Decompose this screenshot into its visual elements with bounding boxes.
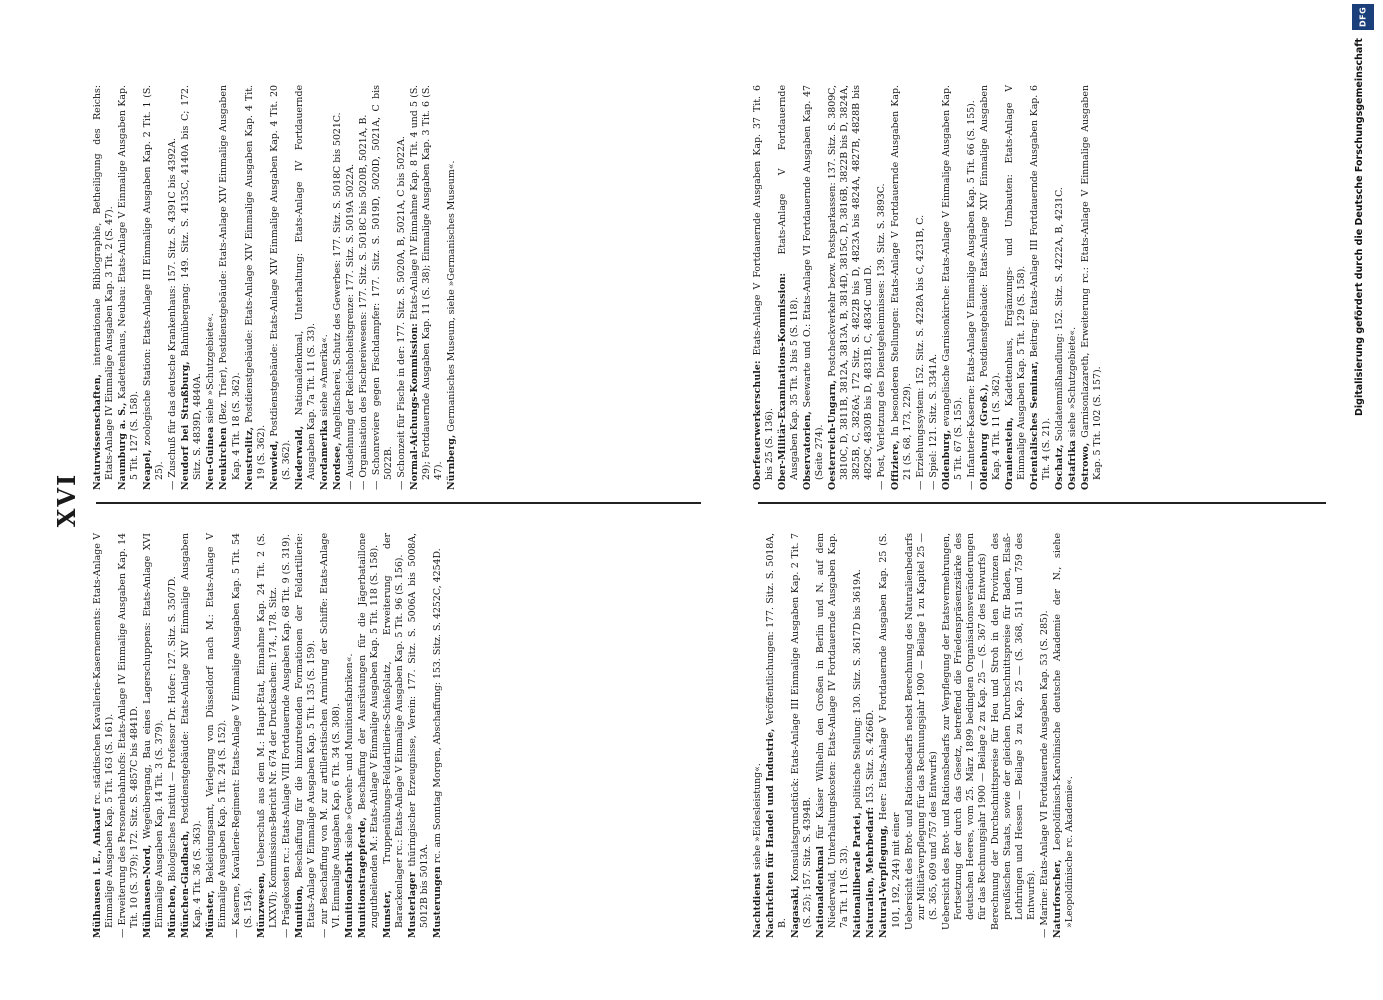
index-entry xyxy=(1052,533,1076,938)
entry-text: — Marine: Etats-Anlage VI Fortdauernde Ausgaben Kap. 53 (S. 285). xyxy=(1039,610,1051,938)
entry-heading: Musterungen xyxy=(432,866,444,938)
entry-heading: München, xyxy=(167,884,179,938)
entry-text: rc. am Sonntag Morgen, Abschaffung: 153. Sitz. S. 4252C, 4254D. xyxy=(432,548,444,864)
entry-heading: Nationaldenkmal xyxy=(815,845,827,938)
entry-heading: Munitionsfabrik xyxy=(343,851,355,938)
dfg-logo: DFG xyxy=(1352,4,1374,30)
entry-text: — Post, Verletzung des Dienstgeheimnisses: 139. Sitz. S. 3893C. xyxy=(876,183,888,490)
entry-text: In besonderen Stellungen: Etats-Anlage V Fortdauernde Ausgaben Kap. 21 (S. 68, 173, 229). xyxy=(889,84,913,480)
entry-text: Etats-Anlage V Fortdauernde Ausgaben Kap. 35 Tit. 3 bis 5 (S. 118). xyxy=(777,85,801,480)
entry-text: — Zuschuß für das deutsche Krankenhaus: 157. Sitz. S. 4391C bis 4392A. xyxy=(167,137,179,490)
index-entry xyxy=(1039,533,1051,938)
index-entry xyxy=(231,533,255,938)
column-top-left xyxy=(92,533,445,938)
entry-text: Soldatenmißhandlung: 152. Sitz. S. 4222A, B, 4231C. xyxy=(1054,187,1066,442)
index-entry xyxy=(852,533,864,938)
entry-heading: Orientalisches Seminar, xyxy=(1029,361,1041,490)
entry-text: Kadettenhaus, Ergänzungs- und Umbauten: Etats-Anlage V Einmalige Ausgaben Kap. 5 Tit. 129 (S. 158). xyxy=(1003,85,1027,480)
entry-text: — Infanterie-Kaserne: Etats-Anlage V Einmalige Ausgaben Kap. 5 Tit. 66 (S. 155). xyxy=(965,100,977,490)
index-entry xyxy=(752,533,764,938)
entry-text: — Schonzeit für Fische in der: 177. Sitz. S. 5020A, B, 5021A, C bis 5022A. xyxy=(396,136,408,490)
index-entry xyxy=(752,85,776,490)
entry-heading: Musterlager xyxy=(407,872,419,938)
index-entry xyxy=(1080,85,1104,490)
entry-heading: Naturalien, Mehrbedarf: xyxy=(865,806,877,938)
index-entry xyxy=(142,85,166,490)
entry-heading: Munitionstragepferde, xyxy=(356,816,368,938)
entry-heading: Naturforscher, xyxy=(1052,859,1064,938)
entry-text: Uebersicht des Brot- und Rationsbedarfs zur Verpflegung der Etatsvermehrungen, Fortsetzung der durch das Gesetz, betreffend die Friedenspräsenzstärke des deutschen Heeres, vom 25. März 1899 bedingten Organisationsveränderungen für das Rechnungsjahr 1900 — Beilage 2 zu Kap. 25 — (S. 367 des Entwurfs) xyxy=(940,533,988,930)
entry-text: politische Stellung: 130. Sitz. S. 3617D bis 3619A. xyxy=(852,569,864,809)
index-entry xyxy=(979,85,1003,490)
entry-text: — Erweiterung des Personenbahnhofs: Etats-Anlage IV Einmalige Ausgaben Kap. 14 Tit. 10 (S. 379); 172. Sitz. S. 4857C bis 4841D. xyxy=(117,533,141,938)
entry-text: Kadettenhaus, Neubau: Etats-Anlage V Einmalige Ausgaben Kap. 5 Tit. 127 (S. 158). xyxy=(117,84,141,480)
index-entry xyxy=(990,533,1038,938)
entry-heading: Naturwissenschaften, xyxy=(92,374,103,490)
entry-text: Leopoldinisch-Karolinische deutsche Akademie der N., siehe »Leopoldinische rc. Akademie«. xyxy=(1052,532,1076,928)
index-entry xyxy=(966,85,978,490)
entry-text: Postdienstgebäude: Etats-Anlage XIV Einmalige Ausgaben Kap. 4 Tit. 36 (S. 363). xyxy=(180,533,204,928)
entry-heading: Nordamerika xyxy=(318,419,330,490)
index-entry xyxy=(218,85,242,490)
index-entry xyxy=(256,533,280,938)
entry-text: Garnisonlazareth, Erweiterung rc.: Etats-Anlage V Einmalige Ausgaben Kap. 5 Tit. 102 (S. 157). xyxy=(1080,84,1104,480)
index-entry xyxy=(332,85,344,490)
entry-heading: Oschatz, xyxy=(1054,444,1066,490)
entry-text: — Organisation des Fischereiwesens: 177. Sitz. S. 5018C bis 5020B, 5021A, B. xyxy=(357,114,369,490)
entry-text: Veröffentlichungen: 177. Sitz. S. 5018A, B. xyxy=(765,533,789,928)
entry-text: Beitrag: Etats-Anlage III Fortdauernde Ausgaben Kap. 6 Tit. 4 (S. 21). xyxy=(1029,85,1053,480)
index-entry xyxy=(432,533,444,938)
index-entry xyxy=(890,85,914,490)
index-entry xyxy=(205,85,217,490)
index-entry xyxy=(790,533,814,938)
entry-text: Seewarte und O.: Etats-Anlage VI Fortdauernde Ausgaben Kap. 47 (Seite 274). xyxy=(802,84,826,480)
entry-heading: Münster, xyxy=(205,890,217,938)
entry-heading: Ostafrika xyxy=(1067,440,1079,490)
entry-text: Nationaldenkmal, Unterhaltung: Etats-Anlage IV Fortdauernde Ausgaben Kap. 7a Tit. 11 (S. 33). xyxy=(293,85,317,480)
entry-text: Germanisches Museum, siehe »Germanisches Museum«. xyxy=(446,160,458,432)
index-entry xyxy=(269,85,293,490)
index-entry xyxy=(294,533,318,938)
index-entry xyxy=(1067,85,1079,490)
entry-heading: Oldenburg, xyxy=(940,429,952,490)
entry-heading: Ostrowo, xyxy=(1080,442,1092,490)
entry-text: Berechnung der Durchschnittspreise für Heu und Stroh in den Provinzen des preußischen Staats, sowie der gleichen Durchschnittspreise für Baden, Elsaß-Lothringen und Hessen — Beilage 3 zu Kap. 25 — (S. 368, 511 und 759 des Entwurfs). xyxy=(989,533,1038,930)
index-entry xyxy=(802,85,826,490)
index-entry xyxy=(319,533,343,938)
entry-heading: Neuwied, xyxy=(268,440,280,490)
entry-text: Wegeübergang, Bau eines Lagerschuppens: Etats-Anlage XVI Einmalige Ausgaben Kap. 14 Tit. 3 (S. 379). xyxy=(142,533,166,928)
entry-text: — Erziehungssystem: 152. Sitz. S. 4228A bis C, 4231B, C. xyxy=(914,214,926,490)
entry-heading: Oesterreich-Ungarn, xyxy=(827,379,839,490)
entry-text: Biologisches Institut — Professor Dr. Hofer: 127. Sitz. S. 3507D. xyxy=(167,576,179,882)
index-entry xyxy=(142,533,166,938)
entry-heading: Münzwesen, xyxy=(255,872,267,938)
entry-heading: Oberfeuerwerkerschule: xyxy=(752,360,763,490)
entry-text: — Prägekosten rc.: Etats-Anlage VIII Fortdauernde Ausgaben Kap. 68 Tit. 9 (S. 319). xyxy=(280,534,292,938)
entry-text: Bekleidungsamt, Verlegung von Düsseldorf nach M.: Etats-Anlage V Einmalige Ausgaben Kap. 5 Tit. 24 (S. 152). xyxy=(205,533,229,928)
entry-heading: Mülhausen i. E., Ankauf xyxy=(92,807,103,938)
entry-text: Truppenübungs-Feldartillerie-Schießplatz, Erweiterung der Barackenlager rc.: Etats-Anlage V Einmalige Ausgaben Kap. 5 Tit. 96 (S. 156). xyxy=(382,533,406,928)
entry-heading: Offiziere, xyxy=(889,440,901,490)
entry-text: siehe »Schutzgebiete«. xyxy=(1067,326,1079,438)
index-entry xyxy=(345,85,357,490)
entry-heading: Normal-Aichungs-Kommission: xyxy=(409,323,421,490)
entry-text: Postdienstgebäude: Etats-Anlage XIV Einmalige Ausgaben Kap. 4 Tit. 20 (S. 362). xyxy=(268,85,292,480)
entry-text: Beschaffung der Ausrüstungen für die Jägerbataillone zugutheilenden M.: Etats-Anlage V Einmalige Ausgaben Kap. 5 Tit. 118 (S. 158). xyxy=(356,532,381,928)
entry-heading: Neudorf bei Straßburg, xyxy=(180,361,192,490)
entry-heading: Nachrichten für Handel und Industrie, xyxy=(765,728,777,938)
entry-text: zoologische Station: Etats-Anlage III Einmalige Ausgaben Kap. 2 Tit. 1 (S. 25). xyxy=(142,84,166,480)
index-entry xyxy=(281,533,293,938)
page-number: XVI xyxy=(52,472,81,528)
entry-heading: München-Gladbach, xyxy=(180,830,192,938)
index-entry xyxy=(180,85,204,490)
entry-heading: Munition, xyxy=(293,885,305,938)
index-entry xyxy=(319,85,331,490)
index-entry xyxy=(904,533,940,938)
entry-heading: Nachtdienst xyxy=(752,872,763,938)
entry-text: siehe »Gewehr- und Munitionsfabriken«. xyxy=(343,653,355,849)
index-entry xyxy=(358,85,370,490)
entry-text: — Kaserne, Kavallerie-Regiment: Etats-Anlage V Einmalige Ausgaben Kap. 5 Tit. 54 (S. 154). xyxy=(230,533,254,938)
entry-text: Postcheckverkehr bezw. Postsparkassen: 137. Sitz. S. 3809C, 3810C, D, 3811B, 3812A, 3813A, B, 3814D, 3815C, D, 3816B, 3822B bis D, 3824A, 3825B, C, 3826A; 172 Sitz. S. 4822B bis D, 4823A bis 4824A, 4827B, 4828B bis 4829C, 4830B bis D, 4831B, C, 4834C und D. xyxy=(827,85,875,480)
entry-heading: Naumburg a. S., xyxy=(117,402,129,490)
index-entry xyxy=(167,533,179,938)
entry-text: 153. Sitz. S. 4266D. xyxy=(865,709,877,804)
index-entry xyxy=(180,533,204,938)
entry-text: (Bez. Trier), Postdienstgebäude: Etats-Anlage XIV Einmalige Ausgaben Kap. 4 Tit. 18 (S. 362). xyxy=(218,85,242,480)
entry-heading: Ober-Militär-Examinations-Kommission: xyxy=(777,272,789,490)
index-entry xyxy=(446,85,458,490)
index-entry xyxy=(815,533,851,938)
entry-text: Postdienstgebäude: Etats-Anlage XIV Einmalige Ausgaben Kap. 4 Tit. 19 (S. 362). xyxy=(243,84,267,480)
entry-text: für Kaiser Wilhelm den Großen in Berlin und N. auf dem Niederwald, Unterhaltungskosten: Etats-Anlage IV Fortdauernde Ausgaben Kap. 7a Tit. 11 (S. 33). xyxy=(815,533,851,928)
index-entry xyxy=(244,85,268,490)
index-entry xyxy=(941,85,965,490)
entry-heading: Nationalliberale Partei, xyxy=(852,811,864,938)
index-entry xyxy=(396,85,408,490)
digitization-credit: Digitalisierung gefördert durch die Deutsche Forschungsgemeinschaft xyxy=(1354,38,1365,416)
index-entry xyxy=(409,85,445,490)
entry-heading: Munster, xyxy=(382,890,394,938)
index-entry xyxy=(765,533,789,938)
index-entry xyxy=(876,85,888,490)
entry-heading: Neukirchen xyxy=(218,427,230,490)
index-entry xyxy=(344,533,356,938)
entry-text: rc. städtischen Kavallerie-Kasernements: Etats-Anlage V Einmalige Ausgaben Kap. 5 Tit. 163 (S. 161). xyxy=(92,533,116,928)
column-top-right xyxy=(92,85,459,490)
entry-text: Bahnübergang: 149. Sitz. S. 4135C, 4140A bis C; 172. Sitz. S. 4839D, 4840A. xyxy=(180,85,204,480)
index-entry xyxy=(357,533,381,938)
entry-text: Postdienstgebäude: Etats-Anlage XIV Einmalige Ausgaben Kap. 4 Tit. 11 (S. 362). xyxy=(978,84,1002,480)
entry-text: Ueberschuß aus dem M.: Haupt-Etat, Einnahme Kap. 24 Tit. 2 (S. LXXVI); Kommissions-Bericht Nr. 674 der Drucksachen: 174., 178. Sitz. xyxy=(255,533,279,928)
index-entry xyxy=(941,533,989,938)
entry-text: Beschaffung für die hinzutretenden Formationen der Feldartillerie: Etats-Anlage V Einmalige Ausgaben Kap. 5 Tit. 135 (S. 159). xyxy=(293,532,317,928)
entry-heading: Oranienstein, xyxy=(1003,417,1015,490)
index-entry xyxy=(865,533,877,938)
column-bottom-left xyxy=(752,533,1077,938)
entry-heading: Natural-Verpflegung, xyxy=(878,824,890,938)
entry-heading: Observatorien, xyxy=(802,411,814,490)
index-entry xyxy=(205,533,229,938)
index-entry xyxy=(1004,85,1028,490)
column-bottom-right xyxy=(752,85,1105,490)
index-entry xyxy=(827,85,875,490)
index-entry xyxy=(878,533,902,938)
index-entry xyxy=(371,85,395,490)
index-entry xyxy=(928,85,940,490)
index-entry xyxy=(92,85,116,490)
entry-text: Konsulatsgrundstück: Etats-Anlage III Einmalige Ausgaben Kap. 2 Tit. 7 (S. 25); 157. Sitz. S. 4394B. xyxy=(790,532,814,928)
entry-heading: Nagasaki, xyxy=(790,885,802,938)
entry-text: Uebersicht des Brot- und Rationsbedarfs nebst Berechnung des Naturalienbedarfs zur Militärverpflegung für das Rechnungsjahr 1900 — Beilage 1 zu Kapitel 25 — (S. 365, 609 und 757 des Entwurfs) xyxy=(903,533,939,930)
entry-text: siehe »Eidesleistung«. xyxy=(752,763,763,870)
entry-heading: Nordsee, xyxy=(331,442,343,490)
entry-text: thüringischer Erzeugnisse, Verein: 177. Sitz. S. 5006A bis 5008A, 5012B bis 5013A. xyxy=(407,532,431,928)
digitization-sidebar xyxy=(1352,4,1376,996)
entry-text: siehe »Schutzgebiete«. xyxy=(205,313,217,424)
entry-heading: Oldenburg (Groß.), xyxy=(978,383,990,490)
column-divider-bottom xyxy=(758,503,1326,505)
index-entry xyxy=(92,533,116,938)
entry-text: Angelfischerei, Schutz des Gewerbes: 177. Sitz. S. 5018C bis 5021C. xyxy=(331,112,343,440)
entry-text: evangelische Garnisonkirche: Etats-Anlage V Einmalige Ausgaben Kap. 5 Tit. 67 (S. 155). xyxy=(940,85,964,480)
entry-text: — zur Beschaffung von M. zur artilleristischen Armirung der Schiffe: Etats-Anlage VI. Einmalige Ausgaben Kap. 6 Tit. 34 (S. 308). xyxy=(318,533,342,938)
entry-heading: Mülhausen-Nord, xyxy=(142,844,154,938)
entry-heading: Nürnberg, xyxy=(446,434,458,490)
entry-heading: Neustrelitz, xyxy=(243,426,255,490)
entry-heading: Niederwald, xyxy=(293,425,305,490)
index-entry xyxy=(117,533,141,938)
entry-text: Etats-Anlage V Fortdauernde Ausgaben Kap. 37 Tit. 6 bis 25 (S. 136). xyxy=(752,84,776,480)
column-divider-top xyxy=(96,503,701,505)
entry-text: Heer: Etats-Anlage V Fortdauernde Ausgaben Kap. 25 (S. 101, 192, 244) mit einer xyxy=(878,533,902,928)
index-entry xyxy=(294,85,318,490)
entry-text: — Ausdehnung der Reichshoheitsgrenze: 177. Sitz. S. 5019A 5022A. xyxy=(344,163,356,490)
entry-heading: Neu-Guinea xyxy=(205,426,217,490)
entry-text: Etats-Anlage IV Einnahme Kap. 8 Tit. 4 und 5 (S. 29); Fortdauernde Ausgaben Kap. 11 (S. 38); Einmalige Ausgaben Kap. 3 Tit. 6 (S. 47). xyxy=(409,85,445,480)
entry-text: siehe »Amerika«. xyxy=(318,334,330,417)
entry-text: — Spiel: 121. Sitz. S. 3341A. xyxy=(927,353,939,490)
index-entry xyxy=(915,85,927,490)
index-entry xyxy=(1029,85,1053,490)
entry-text: internationale Bibliographie, Betheiligung des Reichs: Etats-Anlage IV Einmalige Ausgaben Kap. 3 Tit. 2 (S. 47). xyxy=(92,85,116,480)
index-entry xyxy=(407,533,431,938)
entry-heading: Neapel, xyxy=(142,449,154,490)
index-entry xyxy=(1054,85,1066,490)
index-entry xyxy=(167,85,179,490)
index-entry xyxy=(777,85,801,490)
entry-text: — Schonreviere gegen Fischdampfer: 177. Sitz. S. 5019D, 5020D, 5021A, C bis 5022B. xyxy=(371,85,395,490)
index-entry xyxy=(117,85,141,490)
index-entry xyxy=(382,533,406,938)
